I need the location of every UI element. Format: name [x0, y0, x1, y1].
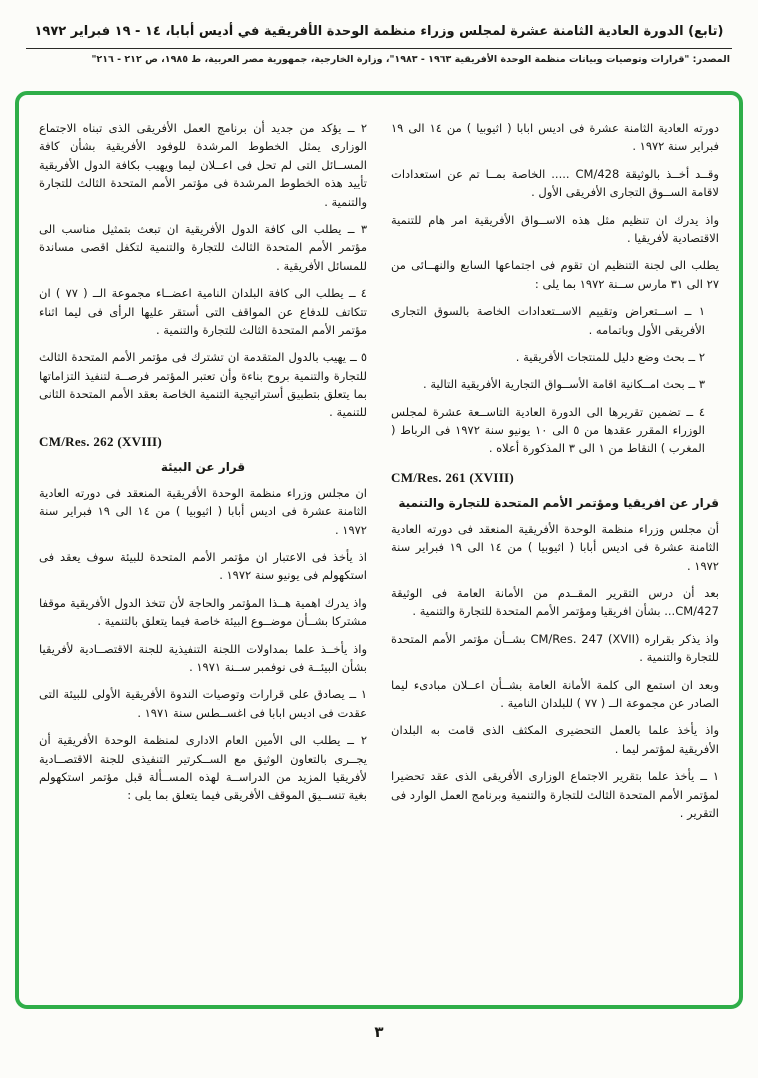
- numbered-item: ٢ ــ بحث وضع دليل للمنتجات الأفريقية .: [515, 349, 705, 364]
- paragraph: واذ يذكر بقراره CM/Res. 247 (XVII) بشــأن مؤتمر الأمم المتحدة للتجارة والتنمية .: [391, 631, 719, 665]
- paragraph: ٢ ــ يؤكد من جديد أن برنامج العمل الأفريقى الذى تبناه الاجتماع الوزارى يمثل الخطوط المرشدة للوفود الأفريقية بشأن كافة المســائل التى لم تحل فى اعــلان ليما ويهيب بكافة الدول الأفريقية تأييد هذه الخطوط المرشدة فى مؤتمر الأمم المتحدة الثالث للتجارة والتنمية .: [39, 121, 367, 209]
- paragraph: ٤ ــ يطلب الى كافة البلدان النامية اعضــاء مجموعة الــ ( ٧٧ ) ان تتكاتف للدفاع عن المواقف التى أستقر عليها الرأى فى ليما اثناء مؤتمر الأمم المتحدة الثالث للتجارة والتنمية .: [39, 286, 367, 337]
- column-left: [39, 119, 367, 981]
- paragraph: ١ ــ يأخذ علما بتقرير الاجتماع الوزارى الأفريقى الذى عقد تحضيرا لمؤتمر الأمم المتحدة الثالث للتجارة والتنمية وبرنامج العمل الوارد فى التقرير .: [391, 769, 719, 820]
- paragraph: اذ يأخذ فى الاعتبار ان مؤتمر الأمم المتحدة للبيئة سوف يعقد فى استكهولم فى يونيو سنة ١٩٧٢ .: [39, 550, 367, 583]
- page-title: (تابع) الدورة العادية الثامنة عشرة لمجلس وزراء منظمة الوحدة الأفريقية في أديس أبابا، ١٤ - ١٩ فبراير ١٩٧٢: [34, 24, 724, 39]
- paragraph: وبعد ان استمع الى كلمة الأمانة العامة بشــأن اعــلان مبادىء ليما الصادر عن مجموعة الــ ( ٧٧ ) للبلدان النامية .: [391, 677, 719, 710]
- paragraph: ٣ ــ يطلب الى كافة الدول الأفريقية ان تبعث بتمثيل مناسب الى مؤتمر الأمم المتحدة الثالث للتجارة والتنمية لتكفل اقصى مساندة للمسائل الأفريقية .: [39, 221, 367, 273]
- paragraph: أن مجلس وزراء منظمة الوحدة الأفريقية المنعقد فى دورته العادية الثامنة عشرة فى اديس أبابا ( اثيوبيا ) من ١٤ الى ١٩ فبراير سنة ١٩٧٢ .: [391, 521, 719, 573]
- paragraph: ١ ــ يصادق على قرارات وتوصيات الندوة الأفريقية الأولى للبيئة التى عقدت فى اديس ابابا فى اغســطس سنة ١٩٧١ .: [39, 687, 367, 720]
- paragraph: واذ يأخــذ علما بمداولات اللجنة التنفيذية للجنة الاقتصــادية لأفريقيا بشأن البيئــة فى نوفمبر ســنة ١٩٧١ .: [39, 641, 367, 674]
- paragraph: ان مجلس وزراء منظمة الوحدة الأفريقية المنعقد فى دورته العادية الثامنة عشرة فى اديس أبابا ( اثيوبيا ) من ١٤ الى ١٩ فبراير سنة ١٩٧٢ .: [39, 485, 367, 537]
- content-frame: [15, 91, 743, 1009]
- paragraph: يطلب الى لجنة التنظيم ان تقوم فى اجتماعها السابع والنهــائى من ٢٧ الى ٣١ مارس ســنة ١٩٧٢ بما يلى :: [391, 258, 719, 291]
- paragraph: واذ يدرك اهمية هــذا المؤتمر والحاجة لأن تتخذ الدول الأفريقية موقفا مشتركا بشــأن موضــوع البيئة خاصة فيما يتعلق بالتنمية .: [39, 595, 367, 629]
- numbered-item: ٤ ــ تضمين تقريرها الى الدورة العادية التاســعة عشرة لمجلس الوزراء المقرر عقدها من ٥ الى ١٠ يونيو سنة ١٩٧٢ فى الرباط ( المغرب ) النقاط من ١ الى ٣ المذكورة أعلاه .: [391, 404, 705, 456]
- paragraph: واذ يدرك ان تنظيم مثل هذه الاســواق الأفريقية امر هام للتنمية الاقتصادية لأفريقيا .: [391, 212, 719, 245]
- paragraph: واذ يأخذ علما بالعمل التحضيرى المكثف الذى قامت به البلدان الأفريقية لمؤتمر ليما .: [391, 723, 719, 756]
- column-right: [391, 119, 719, 981]
- paragraph: ٢ ــ يطلب الى الأمين العام الادارى لمنظمة الوحدة الأفريقية أن يجــرى بالتعاون الوثيق مع الســكرتير التنفيذى للجنة الاقتصــادية لأفريقيا المزيد من الدراســة لهذه المســألة قبل مؤتمر استكهولم بغية تنســيق الموقف الأفريقى فيما يتعلق بما يلى :: [39, 733, 367, 803]
- header-divider: [26, 48, 732, 49]
- paragraph: بعد أن درس التقرير المقــدم من الأمانة العامة فى الوثيقة CM/427... بشأن افريقيا ومؤتمر الأمم المتحدة للتجارة والتنمية .: [391, 586, 719, 619]
- columns: [39, 119, 719, 981]
- paragraph: ٥ ــ يهيب بالدول المتقدمة ان تشترك فى مؤتمر الأمم المتحدة الثالث للتجارة والتنمية بروح بناءة وأن تعتبر المؤتمر فرصــة لتنفيذ التزاماتها بما يتعلق بتطبيق أستراتيجية التنمية الخاصة بعقد الأمم المتحدة الثانى للتنمية .: [39, 350, 367, 420]
- resolution-code: CM/Res. 261 (XVIII): [391, 469, 515, 485]
- numbered-item: ١ ــ اســتعراض وتقييم الاســتعدادات الخاصة بالسوق التجارى الأفريقى الأول وباتمامه .: [391, 304, 705, 337]
- resolution-title: قرار عن البيئة: [160, 459, 246, 474]
- resolution-code: CM/Res. 262 (XVIII): [39, 433, 163, 449]
- resolution-title: قرار عن افريقيا ومؤتمر الأمم المتحدة للتجارة والتنمية: [398, 495, 719, 510]
- numbered-item: ٣ ــ بحث امــكانية اقامة الأســواق التجارية الأفريقية التالية .: [423, 377, 705, 392]
- source-line: المصدر: "قرارات وتوصيات وبيانات منظمة الوحدة الأفريقية ١٩٦٣ - ١٩٨٣"، وزارة الخارجية، جمهورية مصر العربية، ط ١٩٨٥، ص ٢١٢ - ٢١٦": [91, 54, 730, 65]
- paragraph: دورته العادية الثامنة عشرة فى اديس ابابا ( اثيوبيا ) من ١٤ الى ١٩ فبراير سنة ١٩٧٢ .: [391, 121, 719, 154]
- page-number: ٣: [374, 1023, 384, 1041]
- paragraph: وقــد أخــذ بالوثيقة CM/428 ..... الخاصة بمــا تم عن استعدادات لاقامة الســوق التجارى الأفريقى الأول .: [391, 166, 719, 200]
